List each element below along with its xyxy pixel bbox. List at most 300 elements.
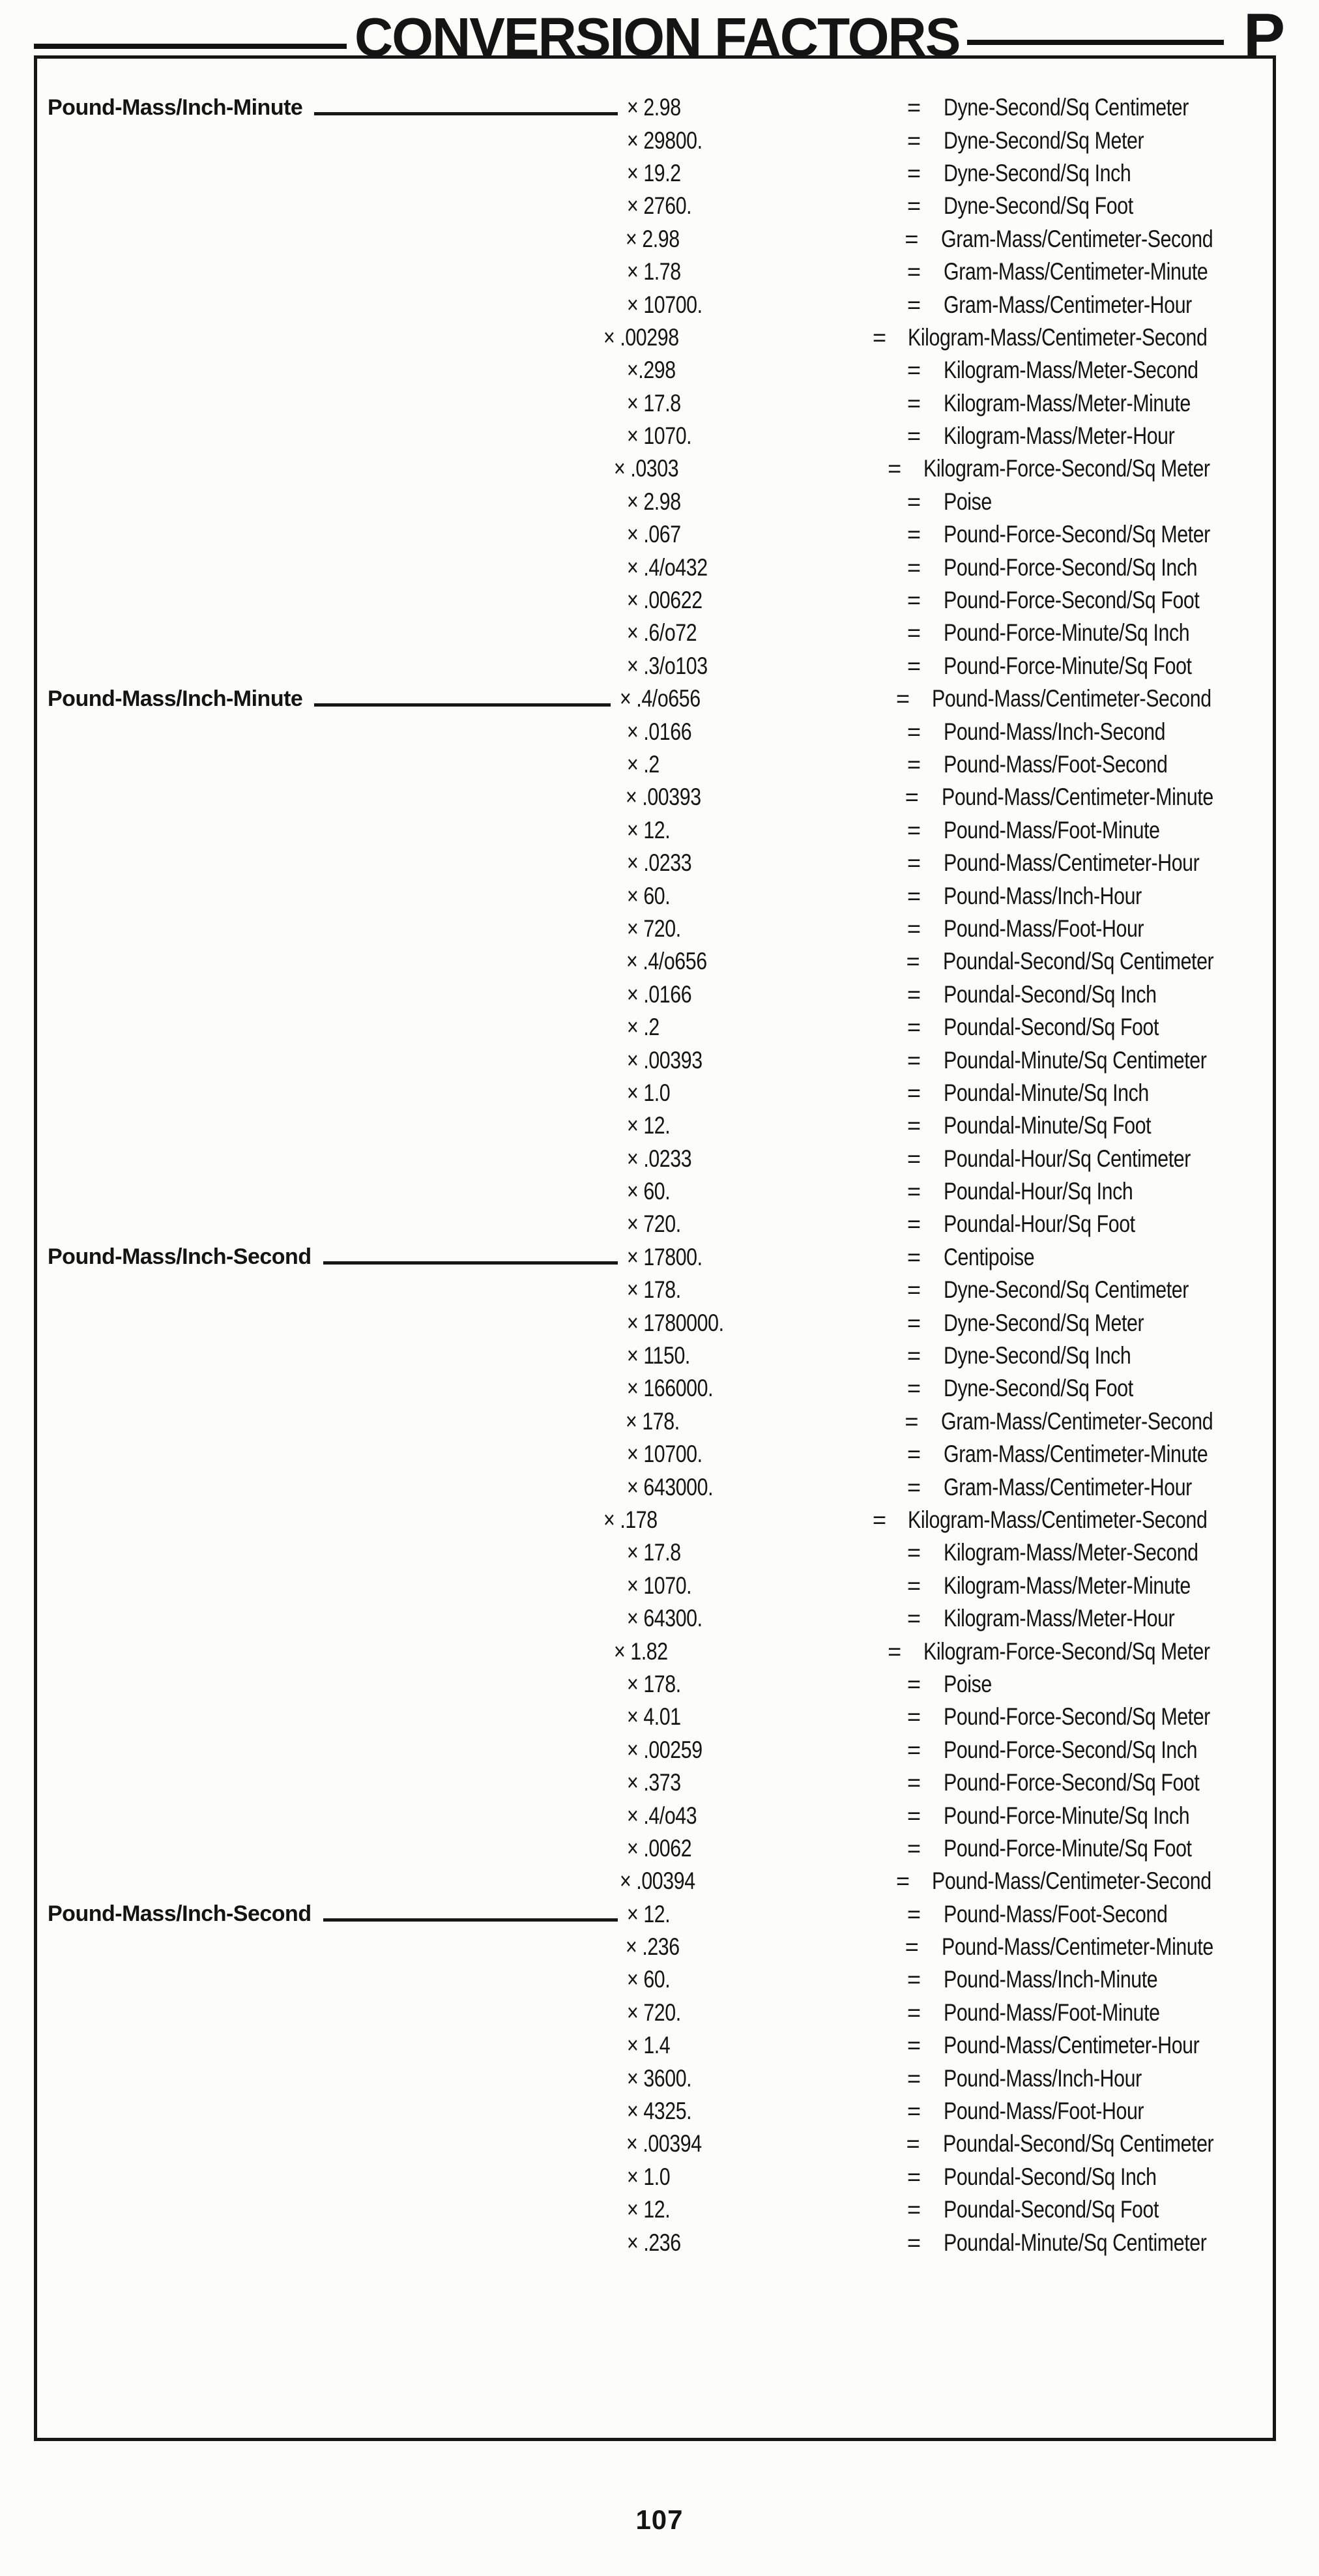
table-row xyxy=(37,1208,1273,1240)
equals-sign: = xyxy=(907,1112,921,1139)
unit-name: Pound-Mass/Foot-Hour xyxy=(944,915,1144,942)
table-row xyxy=(37,420,1273,452)
table-row xyxy=(37,1175,1273,1208)
unit-name: Dyne-Second/Sq Meter xyxy=(944,126,1144,154)
factor-cell xyxy=(627,357,907,384)
table-row xyxy=(37,2193,1273,2226)
factor-value: × 4325. xyxy=(627,2098,692,2125)
factor-value: × 1.0 xyxy=(627,2163,671,2190)
equals-sign: = xyxy=(907,849,921,877)
factor-value: × .0233 xyxy=(627,849,692,877)
table-row xyxy=(37,1536,1273,1569)
factor-cell xyxy=(627,718,907,746)
table-frame-border xyxy=(34,55,1276,2441)
unit-cell xyxy=(944,1703,1273,1731)
equals-sign: = xyxy=(907,1079,921,1106)
table-row xyxy=(37,847,1273,879)
factor-value: × .00394 xyxy=(626,2130,702,2158)
table-row xyxy=(37,1011,1273,1044)
factor-value: × .4/o656 xyxy=(619,685,701,712)
table-row xyxy=(37,748,1273,781)
unit-name: Poise xyxy=(944,488,992,515)
factor-cell xyxy=(627,2065,907,2092)
factor-value: × 178. xyxy=(627,1670,681,1697)
factor-value: × 178. xyxy=(627,1276,681,1304)
unit-cell xyxy=(944,1966,1273,1993)
table-row xyxy=(37,2029,1273,2062)
unit-name: Poundal-Minute/Sq Foot xyxy=(944,1112,1152,1139)
equals-sign: = xyxy=(907,1605,921,1632)
equals-sign: = xyxy=(907,422,921,450)
equals-sign: = xyxy=(907,2229,921,2256)
factor-cell xyxy=(627,127,907,154)
factor-cell xyxy=(626,1933,905,1961)
table-row xyxy=(37,354,1273,387)
table-row xyxy=(37,1799,1273,1832)
table-row xyxy=(37,978,1273,1011)
unit-cell xyxy=(944,2196,1273,2223)
table-row xyxy=(37,1044,1273,1076)
factor-value: × 4.01 xyxy=(627,1703,681,1731)
table-row xyxy=(37,1602,1273,1635)
factor-value: × .236 xyxy=(625,1933,680,1961)
unit-cell xyxy=(923,1638,1273,1665)
unit-name: Kilogram-Mass/Meter-Hour xyxy=(944,1605,1175,1632)
table-row xyxy=(37,1339,1273,1372)
unit-cell xyxy=(944,390,1273,417)
unit-name: Poundal-Minute/Sq Centimeter xyxy=(944,1046,1207,1074)
factor-value: × .00298 xyxy=(603,323,679,351)
unit-name: Kilogram-Mass/Meter-Minute xyxy=(944,389,1191,417)
unit-cell xyxy=(944,1671,1273,1698)
factor-value: × 2760. xyxy=(627,192,692,220)
factor-cell xyxy=(627,1276,907,1304)
unit-name: Poundal-Second/Sq Foot xyxy=(944,1014,1159,1041)
factor-cell xyxy=(627,2163,907,2191)
factor-cell xyxy=(627,291,907,319)
unit-cell xyxy=(944,1014,1273,1041)
unit-cell xyxy=(944,2229,1273,2257)
group-label: Pound-Mass/Inch-Minute xyxy=(48,686,303,711)
equals-sign: = xyxy=(907,915,921,942)
unit-cell xyxy=(944,849,1273,877)
unit-name: Dyne-Second/Sq Foot xyxy=(944,192,1133,220)
equals-sign: = xyxy=(906,2130,920,2158)
equals-sign: = xyxy=(907,882,921,909)
unit-cell xyxy=(944,1736,1273,1764)
table-row xyxy=(37,682,1273,715)
equals-sign: = xyxy=(907,1572,921,1599)
factor-value: × .3/o103 xyxy=(627,652,708,679)
table-row xyxy=(37,715,1273,748)
table-row xyxy=(37,288,1273,321)
factor-value: × .00622 xyxy=(627,587,703,614)
table-row xyxy=(37,1668,1273,1701)
unit-cell xyxy=(944,1375,1273,1402)
factor-cell xyxy=(627,619,907,647)
unit-cell xyxy=(943,2130,1273,2158)
unit-name: Kilogram-Mass/Centimeter-Second xyxy=(907,1506,1208,1533)
factor-cell xyxy=(627,1342,907,1369)
table-row xyxy=(37,1931,1273,1963)
table-row xyxy=(37,551,1273,583)
equals-sign: = xyxy=(906,948,920,975)
table-row xyxy=(37,913,1273,945)
table-row xyxy=(37,190,1273,222)
factor-cell xyxy=(627,1244,907,1271)
equals-sign: = xyxy=(907,1342,921,1369)
unit-cell xyxy=(944,1769,1273,1796)
factor-cell xyxy=(627,1769,907,1796)
table-row xyxy=(37,1241,1273,1274)
factor-cell xyxy=(627,258,907,285)
label-connector-line xyxy=(314,703,610,707)
factor-value: × .067 xyxy=(627,521,681,548)
unit-name: Pound-Force-Second/Sq Foot xyxy=(944,587,1200,614)
factor-cell xyxy=(620,685,896,712)
equals-sign: = xyxy=(888,1637,902,1665)
equals-sign: = xyxy=(907,1473,921,1500)
group-label-cell xyxy=(37,95,627,121)
header-rule-left xyxy=(34,44,347,49)
unit-cell xyxy=(942,783,1273,811)
unit-cell xyxy=(944,817,1273,844)
factor-value: × 1070. xyxy=(627,422,692,450)
factor-value: × 1.4 xyxy=(627,2032,671,2059)
factor-value: × .0062 xyxy=(627,1834,692,1862)
factor-cell xyxy=(620,1867,896,1895)
factor-cell xyxy=(627,817,907,844)
equals-sign: = xyxy=(907,2032,921,2059)
group-label-cell xyxy=(37,1901,627,1927)
unit-name: Pound-Mass/Foot-Hour xyxy=(944,2098,1144,2125)
factor-value: × .236 xyxy=(627,2229,681,2256)
table-row xyxy=(37,1504,1273,1536)
unit-cell xyxy=(908,324,1273,351)
table-row xyxy=(37,781,1273,813)
table-row xyxy=(37,1306,1273,1339)
table-row xyxy=(37,1963,1273,1996)
unit-name: Pound-Force-Minute/Sq Foot xyxy=(944,652,1192,679)
table-row xyxy=(37,1897,1273,1930)
unit-name: Pound-Mass/Inch-Hour xyxy=(944,2064,1142,2092)
equals-sign: = xyxy=(907,291,921,318)
unit-name: Poundal-Second/Sq Inch xyxy=(944,2163,1157,2190)
factor-cell xyxy=(627,1310,907,1337)
factor-value: × 19.2 xyxy=(627,159,681,186)
unit-name: Poundal-Minute/Sq Centimeter xyxy=(944,2229,1207,2256)
unit-name: Pound-Mass/Centimeter-Hour xyxy=(944,2032,1200,2059)
unit-name: Poundal-Hour/Sq Foot xyxy=(944,1210,1135,1238)
equals-sign: = xyxy=(905,1933,919,1961)
table-row xyxy=(37,2095,1273,2128)
table-row xyxy=(37,387,1273,420)
table-row xyxy=(37,452,1273,485)
equals-sign: = xyxy=(907,1145,921,1172)
factor-value: × 1.0 xyxy=(627,1079,671,1106)
table-row xyxy=(37,1997,1273,2029)
unit-cell xyxy=(923,455,1273,482)
group-label: Pound-Mass/Inch-Minute xyxy=(48,95,303,120)
factor-cell xyxy=(626,948,906,975)
equals-sign: = xyxy=(907,1441,921,1468)
equals-sign: = xyxy=(907,94,921,121)
unit-cell xyxy=(944,1210,1273,1238)
unit-cell xyxy=(944,652,1273,680)
unit-cell xyxy=(941,1408,1273,1435)
factor-cell xyxy=(627,1802,907,1830)
factor-cell xyxy=(627,2196,907,2223)
unit-name: Pound-Mass/Foot-Minute xyxy=(944,1998,1160,2026)
unit-name: Kilogram-Mass/Meter-Minute xyxy=(944,1572,1191,1599)
equals-sign: = xyxy=(907,1736,921,1763)
equals-sign: = xyxy=(907,1178,921,1205)
factor-cell xyxy=(626,2130,906,2158)
table-row xyxy=(37,617,1273,649)
unit-cell xyxy=(944,1276,1273,1304)
equals-sign: = xyxy=(907,258,921,285)
equals-sign: = xyxy=(907,1210,921,1238)
factor-cell xyxy=(614,1638,888,1665)
equals-sign: = xyxy=(907,652,921,679)
equals-sign: = xyxy=(907,1276,921,1304)
equals-sign: = xyxy=(907,1046,921,1074)
factor-value: × .00259 xyxy=(627,1736,703,1763)
factor-cell xyxy=(627,1375,907,1402)
table-row xyxy=(37,157,1273,190)
factor-cell xyxy=(627,1014,907,1041)
table-row xyxy=(37,1109,1273,1142)
factor-cell xyxy=(627,1539,907,1566)
unit-name: Poundal-Hour/Sq Centimeter xyxy=(944,1145,1191,1172)
unit-name: Pound-Mass/Foot-Minute xyxy=(944,816,1160,843)
unit-name: Pound-Force-Second/Sq Foot xyxy=(944,1769,1200,1796)
equals-sign: = xyxy=(907,1998,921,2026)
equals-sign: = xyxy=(907,553,921,581)
table-row xyxy=(37,321,1273,354)
table-row xyxy=(37,1734,1273,1766)
equals-sign: = xyxy=(907,1703,921,1731)
unit-name: Gram-Mass/Centimeter-Hour xyxy=(944,291,1192,318)
factor-cell xyxy=(627,1112,907,1139)
factor-value: × 64300. xyxy=(627,1605,703,1632)
factor-cell xyxy=(627,1835,907,1862)
unit-cell xyxy=(944,1047,1273,1074)
unit-cell xyxy=(944,422,1273,450)
equals-sign: = xyxy=(907,718,921,745)
factor-value: × 2.98 xyxy=(627,488,681,515)
factor-value: × 12. xyxy=(627,2196,671,2223)
unit-name: Poundal-Second/Sq Centimeter xyxy=(942,2130,1213,2158)
unit-name: Kilogram-Force-Second/Sq Meter xyxy=(923,455,1210,482)
factor-value: × .4/o432 xyxy=(627,553,708,581)
section-letter: P xyxy=(1243,1,1285,70)
factor-cell xyxy=(627,1178,907,1205)
factor-value: × .0233 xyxy=(627,1145,692,1172)
label-connector-line xyxy=(323,1261,618,1265)
unit-cell xyxy=(944,1112,1273,1139)
table-row xyxy=(37,879,1273,912)
factor-cell xyxy=(627,2098,907,2125)
factor-cell xyxy=(627,1474,907,1501)
unit-cell xyxy=(943,948,1273,975)
table-row xyxy=(37,2128,1273,2160)
equals-sign: = xyxy=(907,521,921,548)
factor-value: × 60. xyxy=(627,1966,671,1993)
factor-value: × 17800. xyxy=(627,1243,703,1270)
table-row xyxy=(37,256,1273,288)
table-row xyxy=(37,518,1273,551)
unit-cell xyxy=(944,1244,1273,1271)
table-row xyxy=(37,584,1273,617)
factor-value: × .0166 xyxy=(627,718,692,745)
factor-value: × .00393 xyxy=(625,783,701,811)
factor-cell xyxy=(627,160,907,187)
factor-value: × .2 xyxy=(627,751,660,778)
factor-cell xyxy=(626,783,905,811)
factor-cell xyxy=(627,1999,907,2027)
factor-cell xyxy=(627,2032,907,2059)
unit-cell xyxy=(944,2163,1273,2191)
factor-cell xyxy=(614,455,888,482)
table-row xyxy=(37,814,1273,847)
factor-value: × 178. xyxy=(625,1407,680,1435)
unit-name: Poundal-Minute/Sq Inch xyxy=(944,1079,1149,1106)
equals-sign: = xyxy=(907,389,921,417)
equals-sign: = xyxy=(907,1670,921,1697)
factor-value: × .4/o43 xyxy=(627,1802,697,1829)
unit-cell xyxy=(944,1441,1273,1468)
equals-sign: = xyxy=(907,1539,921,1566)
label-connector-line xyxy=(323,1918,618,1922)
factor-cell xyxy=(627,981,907,1008)
table-row xyxy=(37,1372,1273,1405)
unit-name: Pound-Force-Second/Sq Inch xyxy=(944,1736,1198,1763)
unit-cell xyxy=(944,291,1273,319)
factor-cell xyxy=(626,1408,905,1435)
factor-value: × 2.98 xyxy=(625,225,680,252)
table-row xyxy=(37,1832,1273,1865)
unit-name: Dyne-Second/Sq Foot xyxy=(944,1375,1133,1402)
factor-cell xyxy=(627,751,907,778)
factor-cell xyxy=(627,1703,907,1731)
unit-name: Pound-Force-Second/Sq Meter xyxy=(944,1703,1210,1731)
unit-name: Kilogram-Mass/Centimeter-Second xyxy=(907,323,1208,351)
factor-value: × 1780000. xyxy=(627,1309,724,1336)
factor-cell xyxy=(627,1736,907,1764)
conversion-rows xyxy=(37,91,1273,2259)
factor-cell xyxy=(627,915,907,943)
unit-name: Poise xyxy=(944,1670,992,1697)
equals-sign: = xyxy=(907,1900,921,1927)
unit-cell xyxy=(942,1933,1273,1961)
page-title: CONVERSION FACTORS xyxy=(355,7,960,68)
equals-sign: = xyxy=(907,619,921,647)
factor-cell xyxy=(627,554,907,581)
equals-sign: = xyxy=(907,2196,921,2223)
table-row xyxy=(37,650,1273,682)
factor-value: × .178 xyxy=(603,1506,658,1533)
unit-name: Poundal-Second/Sq Foot xyxy=(944,2196,1159,2223)
factor-cell xyxy=(627,1047,907,1074)
factor-value: × .00393 xyxy=(627,1046,703,1074)
unit-cell xyxy=(944,160,1273,187)
factor-value: × 60. xyxy=(627,1178,671,1205)
unit-name: Dyne-Second/Sq Inch xyxy=(944,159,1131,186)
unit-name: Kilogram-Mass/Meter-Hour xyxy=(944,422,1175,450)
table-row xyxy=(37,1274,1273,1306)
unit-cell xyxy=(944,915,1273,943)
unit-name: Pound-Mass/Centimeter-Second xyxy=(932,1867,1211,1895)
factor-value: × .373 xyxy=(627,1769,681,1796)
factor-cell xyxy=(627,883,907,910)
page-number: 107 xyxy=(635,2504,684,2535)
unit-name: Pound-Mass/Centimeter-Minute xyxy=(941,1933,1213,1961)
equals-sign: = xyxy=(907,2098,921,2125)
unit-name: Pound-Mass/Centimeter-Hour xyxy=(944,849,1200,877)
unit-cell xyxy=(944,1572,1273,1600)
factor-value: × 10700. xyxy=(627,291,703,318)
equals-sign: = xyxy=(907,1769,921,1796)
unit-name: Pound-Force-Minute/Sq Inch xyxy=(944,619,1190,647)
table-row xyxy=(37,2161,1273,2193)
factor-cell xyxy=(627,1901,907,1928)
unit-name: Dyne-Second/Sq Centimeter xyxy=(944,94,1189,121)
unit-name: Pound-Mass/Foot-Second xyxy=(944,1900,1168,1927)
factor-value: × 720. xyxy=(627,1998,681,2026)
factor-value: × 60. xyxy=(627,882,671,909)
unit-cell xyxy=(941,226,1273,253)
factor-value: × .2 xyxy=(627,1014,660,1041)
factor-cell xyxy=(627,587,907,614)
unit-name: Kilogram-Mass/Meter-Second xyxy=(944,1539,1198,1566)
equals-sign: = xyxy=(905,1407,919,1435)
equals-sign: = xyxy=(907,1309,921,1336)
factor-value: × 10700. xyxy=(627,1441,703,1468)
unit-name: Centipoise xyxy=(944,1243,1035,1270)
label-connector-line xyxy=(314,112,618,115)
unit-cell xyxy=(944,751,1273,778)
equals-sign: = xyxy=(872,1506,887,1533)
table-row xyxy=(37,91,1273,124)
equals-sign: = xyxy=(888,455,902,482)
unit-name: Poundal-Second/Sq Inch xyxy=(944,980,1157,1008)
factor-value: × .0303 xyxy=(613,455,679,482)
factor-value: × 12. xyxy=(627,816,671,843)
factor-value: × 1070. xyxy=(627,1572,692,1599)
table-row xyxy=(37,486,1273,518)
unit-cell xyxy=(944,488,1273,516)
unit-name: Pound-Force-Minute/Sq Foot xyxy=(944,1834,1192,1862)
header-rule-right xyxy=(967,40,1224,45)
unit-cell xyxy=(944,1474,1273,1501)
factor-value: ×.298 xyxy=(627,357,676,384)
unit-cell xyxy=(944,1605,1273,1632)
unit-name: Dyne-Second/Sq Meter xyxy=(944,1309,1144,1336)
unit-cell xyxy=(944,1999,1273,2027)
unit-cell xyxy=(944,127,1273,154)
factor-cell xyxy=(627,488,907,516)
unit-name: Pound-Mass/Centimeter-Second xyxy=(932,685,1211,712)
factor-value: × 29800. xyxy=(627,126,703,154)
unit-cell xyxy=(944,1310,1273,1337)
unit-name: Dyne-Second/Sq Centimeter xyxy=(944,1276,1189,1304)
unit-cell xyxy=(932,1867,1273,1895)
factor-value: × 3600. xyxy=(627,2064,692,2092)
factor-cell xyxy=(627,94,907,121)
unit-name: Gram-Mass/Centimeter-Minute xyxy=(944,1441,1208,1468)
table-row xyxy=(37,2226,1273,2259)
